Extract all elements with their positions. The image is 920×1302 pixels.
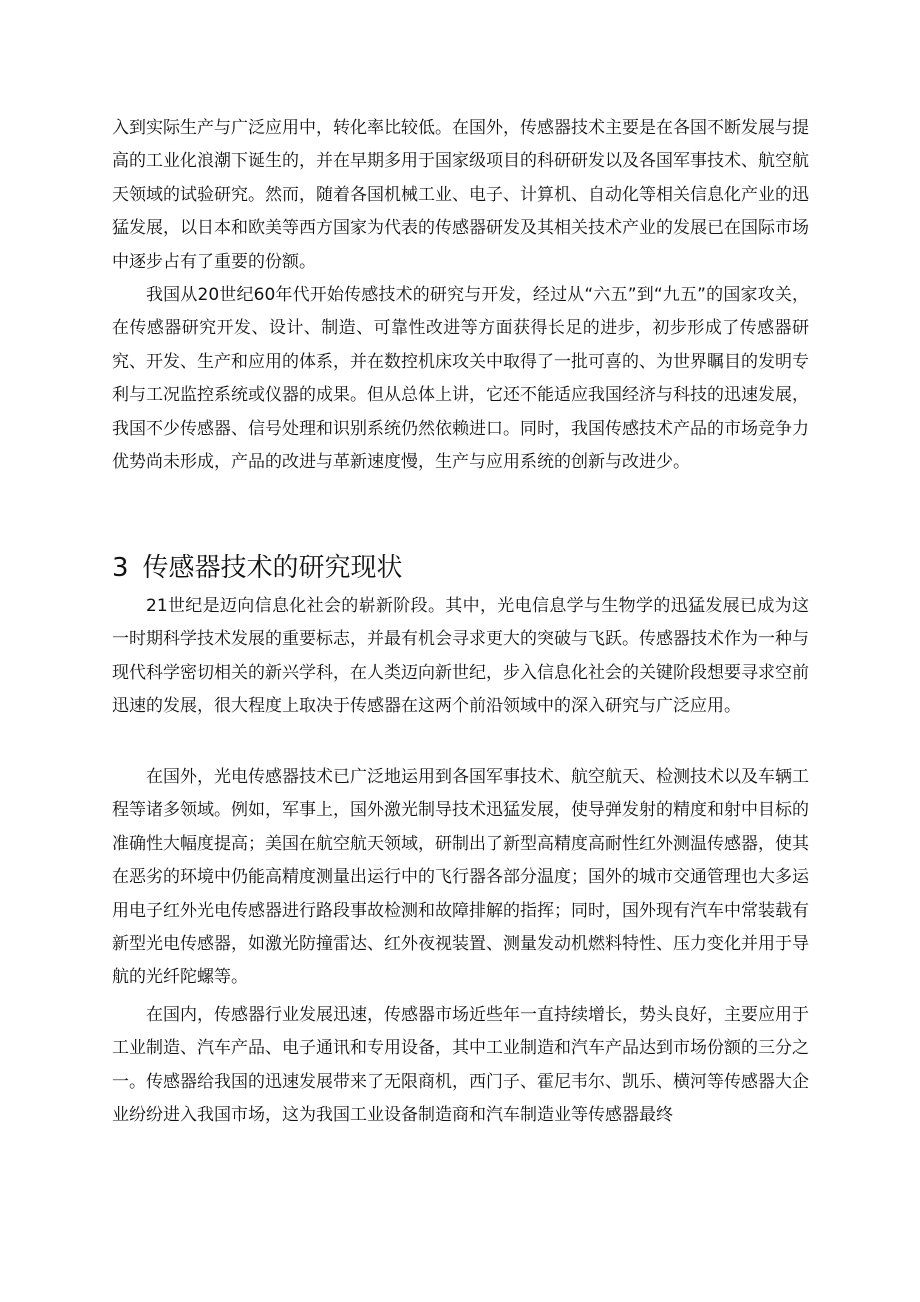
paragraph-foreign-optoelectronic: 在国外，光电传感器技术已广泛地运用到各国军事技术、航空航天、检测技术以及车辆工程等诸多领域。例如，军事上，国外激光制导技术迅猛发展，使导弹发射的精度和射中目标的准确性大幅度提高；美国在航空航天领域，研制出了新型高精度高耐性红外测温传感器，使其在恶劣的环境中仍能高精度测量出运行中的飞行器各部分温度；国外的城市交通管理也大多运用电子红外光电传感器进行路段事故检测和故障排解的指挥；同时，国外现有汽车中常装载有新型光电传感器，如激光防撞雷达、红外夜视装置、测量发动机燃料特性、压力变化并用于导航的光纤陀螺等。 <box>112 767 809 988</box>
paragraph-domestic-industry: 在国内，传感器行业发展迅速，传感器市场近些年一直持续增长，势头良好，主要应用于工业制造、汽车产品、电子通讯和专用设备，其中工业制造和汽车产品达到市场份额的三分之一。传感器给我国的迅速发展带来了无限商机，西门子、霍尼韦尔、凯乐、横河等传感器大企业纷纷进入我国市场，这为我国工业设备制造商和汽车制造业等传感器最终 <box>112 1005 809 1126</box>
paragraph-domestic-history: 我国从20世纪60年代开始传感技术的研究与开发，经过从“六五”到“九五”的国家攻关，在传感器研究开发、设计、制造、可靠性改进等方面获得长足的进步，初步形成了传感器研究、开发、生产和应用的体系，并在数控机床攻关中取得了一批可喜的、为世界瞩目的发明专利与工况监控系统或仪器的成果。但从总体上讲，它还不能适应我国经济与科技的迅速发展，我国不少传感器、信号处理和识别系统仍然依赖进口。同时，我国传感技术产品的市场竞争力优势尚未形成，产品的改进与革新速度慢，生产与应用系统的创新与改进少。 <box>112 285 809 473</box>
paragraph-intro-continuation: 入到实际生产与广泛应用中，转化率比较低。在国外，传感器技术主要是在各国不断发展与提高的工业化浪潮下诞生的，并在早期多用于国家级项目的科研研发以及各国军事技术、航空航天领域的试验研究。然而，随着各国机械工业、电子、计算机、自动化等相关信息化产业的迅猛发展，以日本和欧美等西方国家为代表的传感器研发及其相关技术产业的发展已在国际市场中逐步占有了重要的份额。 <box>112 118 809 272</box>
page-body <box>112 112 809 1133</box>
section-heading <box>112 546 809 590</box>
paragraph-21st-century: 21世纪是迈向信息化社会的崭新阶段。其中，光电信息学与生物学的迅猛发展已成为这一时期科学技术发展的重要标志，并最有机会寻求更大的突破与飞跃。传感器技术作为一种与现代科学密切相关的新兴学科，在人类迈向新世纪，步入信息化社会的关键阶段想要寻求空前迅速的发展，很大程度上取决于传感器在这两个前沿领域中的深入研究与广泛应用。 <box>112 596 809 717</box>
section-title: 传感器技术的研究现状 <box>142 553 403 583</box>
section-number: 3 <box>112 553 129 583</box>
